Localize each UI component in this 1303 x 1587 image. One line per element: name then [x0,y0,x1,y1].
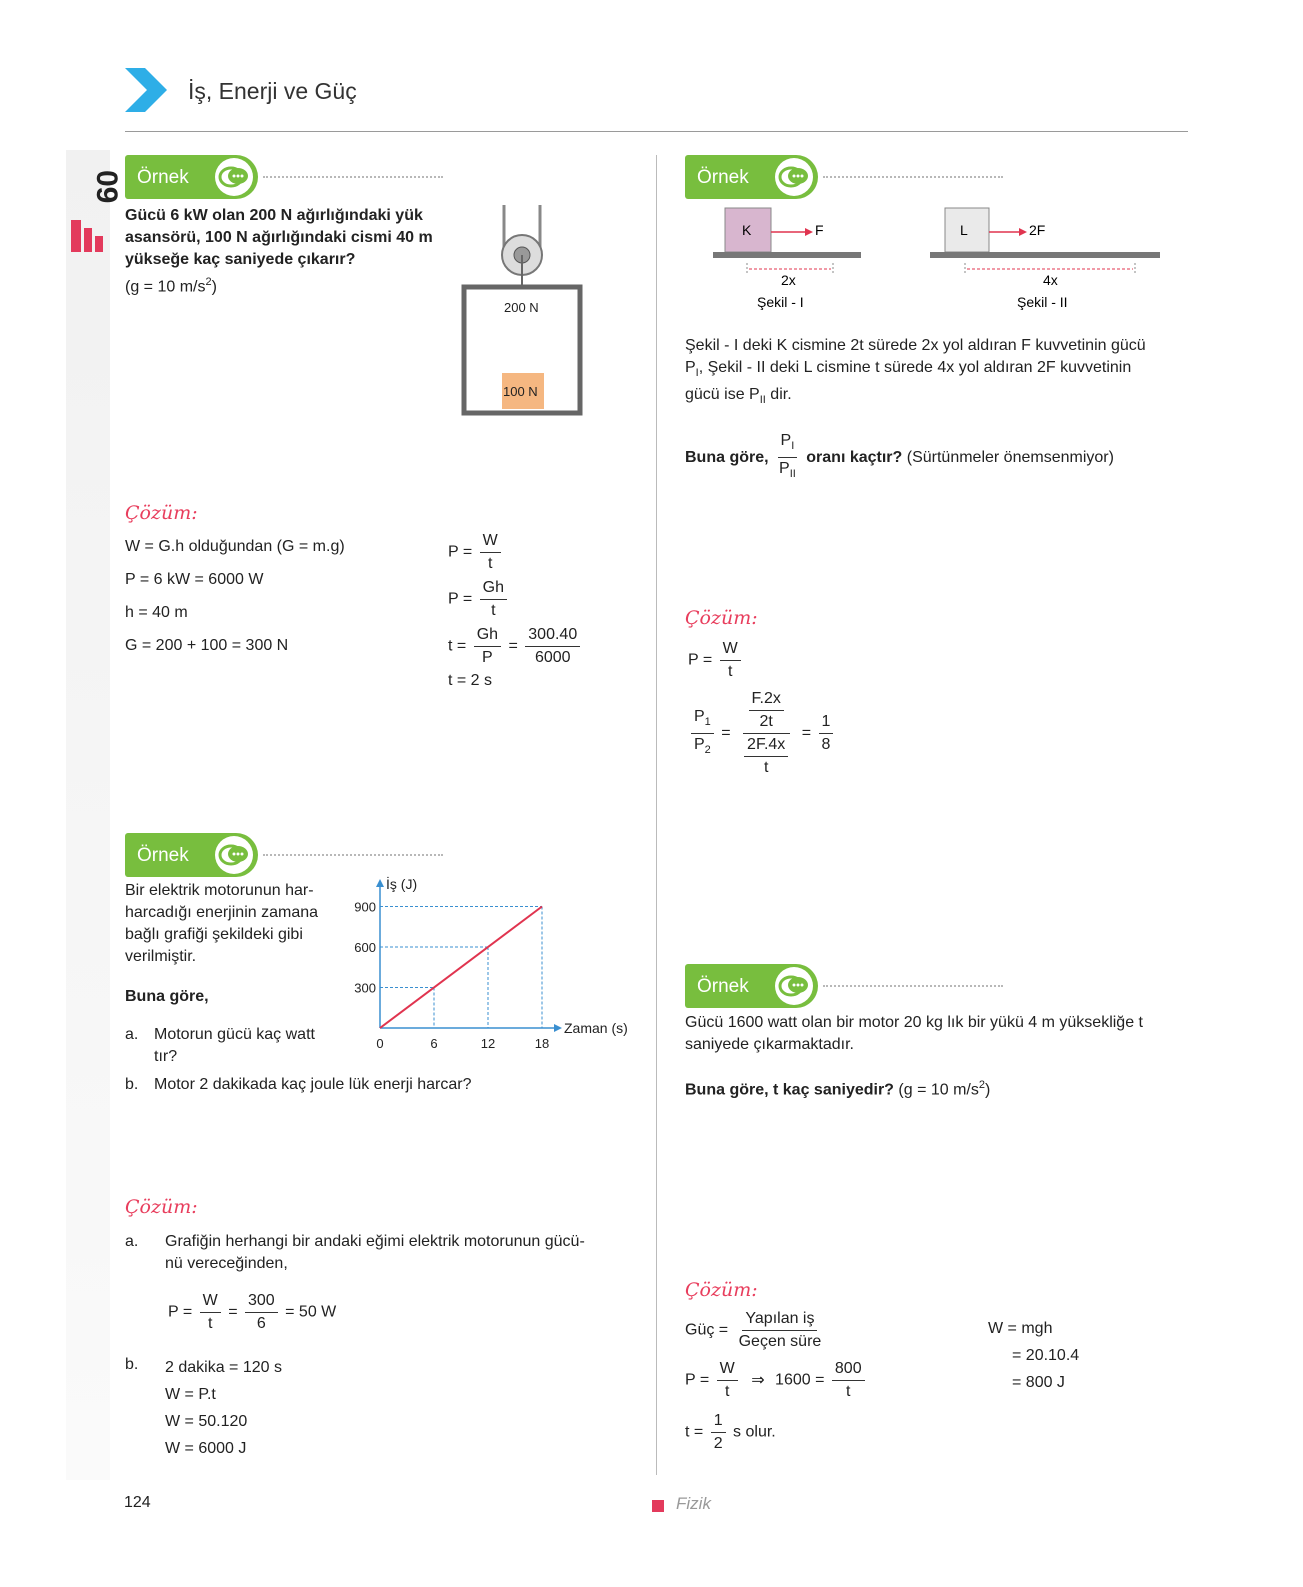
y-tick-label-0: 300 [354,980,376,996]
figure-2-caption: Şekil - II [1017,294,1068,310]
ex1-question: Gücü 6 kW olan 200 N ağırlığındaki yük asansörü, 100 N ağırlığındaki cismi 40 m yükseğe kaç saniyede çıkarır? [125,207,433,268]
ex4-solution-heading: Çözüm: [685,1279,758,1301]
ex4-question: Gücü 1600 watt olan bir motor 20 kg lık bir yükü 4 m yüksekliğe t saniyede çıkarmaktadır. [685,1014,1143,1053]
ex2-sol-power: P = $\frac{W}{t}$ = $\frac{300}{6}$ = 50 W [168,1292,337,1332]
section-code-vertical [64,150,123,260]
ex1-result: t = 2 s [448,672,493,689]
ex4-prompt: Buna göre, t kaç saniyedir? (g = 10 $m/s^2$) [685,1079,991,1099]
x-tick-label-2: 12 [480,1036,496,1051]
x-axis-arrow [554,1024,562,1032]
ex2-sol-b-lines: 2 dakika = 120 s W = P.t W = 50.120 W = 6000 J [165,1359,282,1457]
y-axis-arrow [376,879,384,887]
ex1-sol-line4: G = 200 + 100 = 300 N [125,637,289,654]
ex1-given: (g = 10 $m/s^2$) [125,276,217,296]
speech-bubble-icon [215,158,253,196]
elevator-weight-label: 200 N [504,300,539,315]
side-strip [66,150,110,1480]
ex2-sol-a-text: Grafiğin herhangi bir andaki eğimi elektrik motorunun gücü- nü vereceğinden, [165,1233,585,1272]
speech-bubble-icon [775,967,813,1005]
ex4-work-result: = 800 J [1012,1374,1065,1391]
ex1-time-formula: t = $\frac{Gh}{P}$ = $\frac{300.40}{6000}$ [448,624,583,669]
section-code-text: 09 [90,170,123,204]
ex2-sol-a-label: a. [125,1233,139,1250]
x-axis-label: Zaman (s) [564,1020,628,1036]
figure-1-caption: Şekil - I [757,294,804,310]
speech-bubble-icon [775,158,813,196]
ex1-power-formula: P = $\frac{W}{t}$ [448,530,504,575]
block-k-label: K [742,222,752,238]
x-tick-label-3: 18 [534,1036,550,1051]
work-time-chart [350,876,628,1063]
x-tick-label-1: 6 [430,1036,438,1051]
footer-square-icon [652,1500,664,1512]
chapter-title: İş, Enerji ve Güç [188,78,357,104]
y-axis-label: İş (J) [386,876,418,892]
box-weight-label: 100 N [503,384,538,399]
elevator-figure [460,205,590,420]
subject-label: Fizik [676,1494,711,1513]
ex1-power-gh-formula: P = $\frac{Gh}{t}$ [448,577,510,622]
ex1-sol-line1: W = G.h olduğundan (G = m.g) [125,538,345,555]
ex2-prompt: Buna göre, [125,988,209,1005]
force-2f-label: 2F [1029,222,1046,238]
x-tick-label-0: 0 [376,1036,384,1051]
ex2-solution-heading: Çözüm: [125,1196,198,1218]
ex4-result: t = $\frac{1}{2}$ s olur. [685,1412,776,1452]
ex3-power-formula: P = $\frac{W}{t}$ [688,638,744,683]
ex1-sol-line3: h = 40 m [125,604,188,621]
ex3-prompt: Buna göre, $\frac{P_I}{P_{II}}$ oranı kaçtır? (Sürtünmeler önemsenmiyor) [685,432,1114,481]
ex1-solution-heading: Çözüm: [125,502,198,524]
ex4-power-definition: Güç = $\frac{\text{Yapılan iş}}{\text{Geçen süre}}$ [685,1310,822,1350]
force-figures [705,205,1165,315]
ex2-sol-b-label: b. [125,1356,139,1373]
block-l-label: L [960,222,968,238]
ex2-b-label: b. [125,1076,139,1093]
chevron-right-icon [125,68,169,112]
ex3-ratio-formula: $\frac{P_1}{P_2}$ = $\frac{\frac{F.2x}{2t}}{\frac{2F.4x}{t}}$ = $\frac{1}{8}$ [688,688,836,779]
series-line [380,907,542,1029]
speech-bubble-icon [215,836,253,874]
ex2-b-text: Motor 2 dakikada kaç joule lük enerji harcar? [154,1076,472,1093]
ex1-sol-line2: P = 6 kW = 6000 W [125,571,264,588]
ex4-work-mgh: W = mgh [988,1320,1053,1337]
distance-4x-label: 4x [1043,272,1058,288]
ex4-work-product: = 20.10.4 [1012,1347,1080,1364]
ex4-power-equation: P = $\frac{W}{t}$ ⇒ 1600 = $\frac{800}{t}$ [685,1358,868,1403]
ex2-a-text: Motorun gücü kaç watt tır? [154,1026,315,1065]
page-number: 124 [124,1494,151,1511]
force-f-label: F [815,222,824,238]
ex3-solution-heading: Çözüm: [685,607,758,629]
ex2-question: Bir elektrik motorunun har- harcadığı enerjinin zamana bağlı grafiği şekildeki gibi verilmiştir. [125,882,319,965]
distance-2x-label: 2x [781,272,796,288]
column-divider [656,155,657,1475]
y-tick-label-1: 600 [354,940,376,955]
ex3-question: Şekil - I deki K cismine 2t sürede 2x yol aldıran F kuvvetinin gücü $P_I$, Şekil - II deki L cismine t sürede 4x yol aldıran 2F kuvvetinin gücü ise $P_{II}$ dir. [685,337,1146,407]
y-tick-label-2: 900 [354,899,376,915]
ex2-a-label: a. [125,1026,139,1043]
header-divider [125,131,1188,132]
